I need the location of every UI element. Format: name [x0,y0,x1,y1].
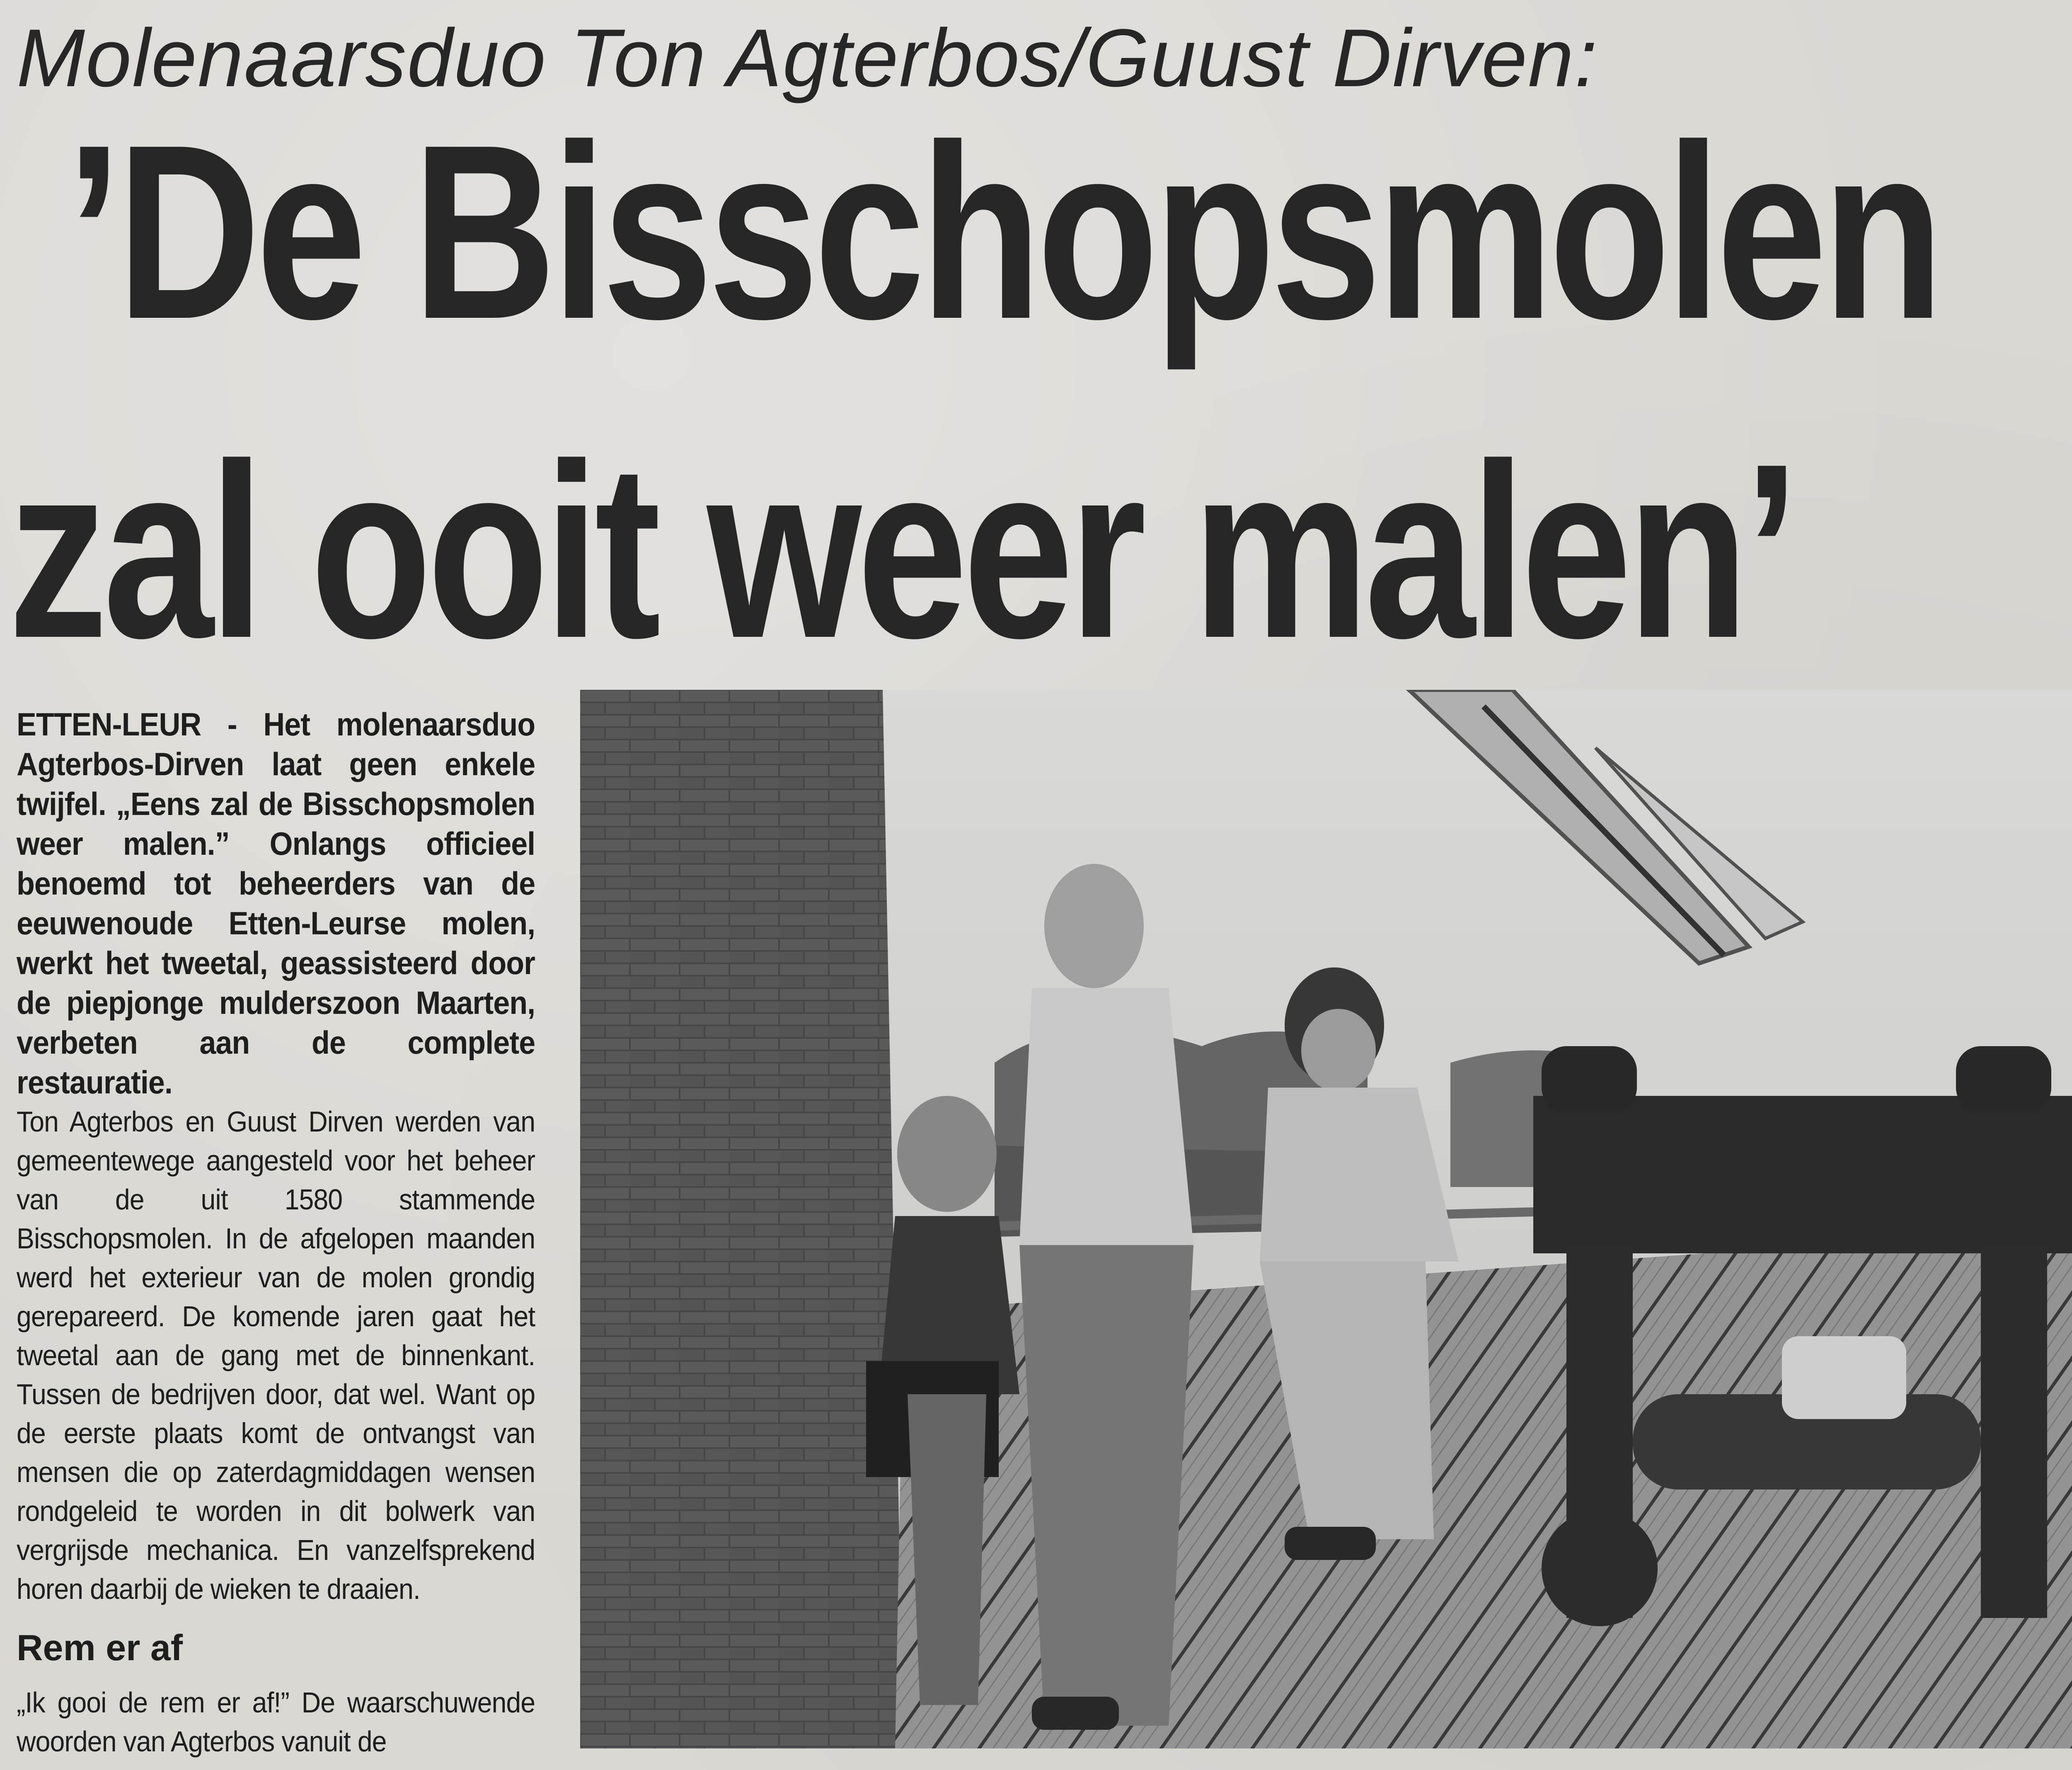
kicker-title: Molenaarsduo Ton Agterbos/Guust Dirven: [17,12,1598,104]
lede-text: Het molenaarsduo Agterbos-Dirven laat geen enkele twijfel. „Eens zal de Bisschopsmolen weer malen.” Onlangs officieel benoemd tot beheerders van de eeuwenoude Etten-Leurse molen, werkt het tweetal, geassisteerd door de piepjonge mulderszoon Maarten, verbeten aan de complete restauratie. [17,706,535,1100]
dateline: ETTEN-LEUR - [17,706,237,742]
article-body-2: „Ik gooi de rem er af!” De waarschuwende woorden van Agterbos vanuit de [17,1686,535,1758]
article-subhead: Rem er af [17,1627,183,1668]
headline-line-2: zal ooit weer malen’ [8,412,1795,690]
article-photo [580,690,2072,1748]
article-body-1: Ton Agterbos en Guust Dirven werden van gemeentewege aangesteld voor het beheer van de uit 1580 stammende Bisschopsmolen. In de afgelopen maanden werd het exterieur van de molen grondig gerepareerd. De komende jaren gaat het tweetal aan de gang met de binnenkant. Tussen de bedrijven door, dat wel. Want op de eerste plaats komt de ontvangst van mensen die op zaterdagmiddagen wensen rondgeleid te worden in dit bolwerk van vergrijsde mechanica. En vanzelfsprekend horen daarbij de wieken te draaien. [17,1105,535,1605]
windmill-stage-photo [580,690,2072,1748]
article-lede [17,704,535,1102]
headline-line-1: ’De Bisschopsmolen [66,93,1939,371]
article-column [17,704,535,1761]
